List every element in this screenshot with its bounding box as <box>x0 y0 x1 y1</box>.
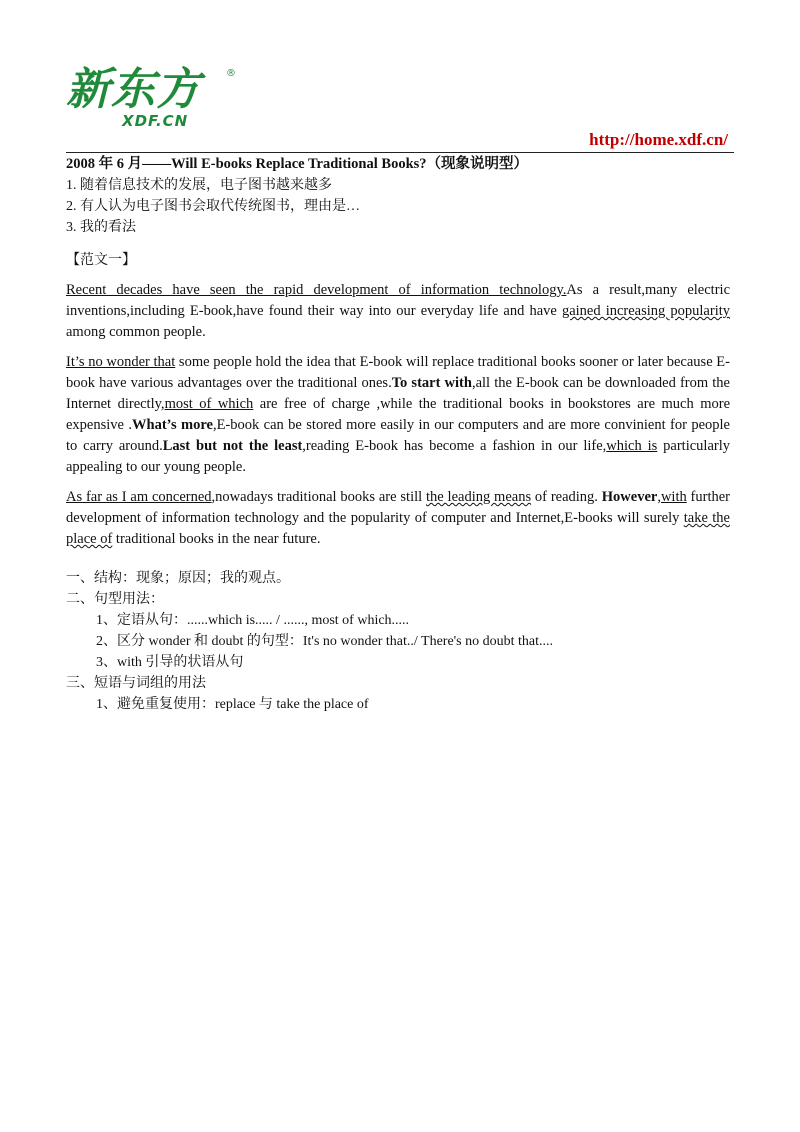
note-item: 2、区分 wonder 和 doubt 的句型：It's no wonder that../ There's no doubt that.... <box>96 634 554 649</box>
outline-item: 1. 随着信息技术的发展，电子图书越来越多 <box>66 178 332 193</box>
underlined-phrase: It’s no wonder that <box>66 354 176 370</box>
sample-essay-label: 【范文一】 <box>66 253 136 268</box>
wavy-underlined-phrase: the leading means <box>426 489 532 505</box>
essay-paragraph-1: Recent decades have seen the rapid development of information technology.As a result,many electric inventions,including E-book,have found their way into our everyday life and have gained increasing popularity among common people. <box>66 282 731 340</box>
header-url-link[interactable]: http://home.xdf.cn/ <box>589 130 728 149</box>
outline-list <box>66 175 730 238</box>
note-phrases: 三、短语与词组的用法 <box>66 676 206 691</box>
note-item: 1、定语从句：......which is..... / ......, most of which..... <box>96 613 410 628</box>
essay-paragraph-3: As far as I am concerned,nowadays traditional books are still the leading means of reading. However,with further development of information technology and the popularity of computer and Internet,E-books will surely take the place of traditional books in the near future. <box>66 489 731 547</box>
note-item: 3、with 引导的状语从句 <box>96 655 244 670</box>
essay-paragraph-2: It’s no wonder that some people hold the idea that E-book will replace traditional books sooner or later because E-book have various advantages over the traditional ones.To start with,all the E-book can be downloaded from the Internet directly,most of which are free of charge ,while the traditional books in bookstores are much more expensive .What’s more,E-book can be stored more easily in our computers and are more convinient for people to carry around.Last but not the least,reading E-book has become a fashion in our life,which is particularly appealing to our young people. <box>66 354 731 475</box>
outline-item: 3. 我的看法 <box>66 220 136 235</box>
bold-phrase: Last but not the least <box>162 438 303 454</box>
registered-mark: ® <box>226 68 236 79</box>
bold-phrase: However <box>601 489 658 505</box>
logo-chinese-text: 新东方 <box>66 64 201 115</box>
outline-item: 2. 有人认为电子图书会取代传统图书，理由是… <box>66 199 360 214</box>
notes-section <box>66 568 730 715</box>
underlined-phrase: Recent decades have seen the rapid development of information technology. <box>66 282 567 298</box>
page-title: 2008 年 6 月——Will E-books Replace Traditional Books?（现象说明型） <box>66 156 529 172</box>
note-structure: 一、结构：现象；原因；我的观点。 <box>66 571 290 586</box>
document-body <box>66 154 730 715</box>
wavy-underlined-phrase: take the place of <box>66 510 730 547</box>
underlined-phrase: with <box>660 489 687 505</box>
logo-english-text: XDF.CN <box>122 112 189 130</box>
bold-phrase: What’s more <box>132 417 213 433</box>
note-sentence-patterns: 二、句型用法： <box>66 592 164 607</box>
xdf-logo <box>66 66 246 136</box>
bold-phrase: To start with <box>391 375 472 391</box>
note-item: 1、避免重复使用：replace 与 take the place of <box>96 697 369 712</box>
underlined-phrase: As far as I am concerned <box>66 489 212 505</box>
wavy-underlined-phrase: gained increasing popularity <box>561 303 730 319</box>
underlined-phrase: most of which <box>164 396 254 412</box>
header-divider <box>66 152 734 153</box>
underlined-phrase: which is <box>606 438 658 454</box>
